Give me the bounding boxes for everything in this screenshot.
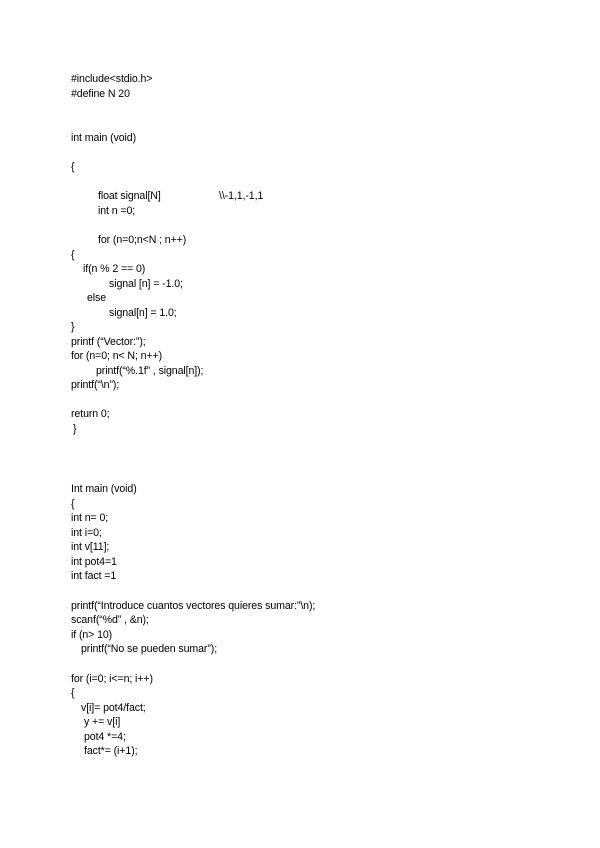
code-line-return: return 0;	[71, 408, 110, 420]
code-line-main-2: Int main (void)	[71, 483, 137, 495]
code-line-fact-mul: fact*= (i+1);	[84, 745, 138, 757]
code-line-include: #include<stdio.h>	[71, 73, 153, 85]
code-line-printf-newline: printf(“\n”);	[71, 379, 120, 391]
code-line-float-signal: float signal[N]	[98, 190, 161, 202]
code-line-pot4-mul: pot4 *=4;	[84, 731, 126, 743]
code-line-for-3: for (i=0; i<=n; i++)	[71, 673, 153, 685]
code-line-int-v: int v[11];	[71, 541, 110, 553]
code-line-v-assign: v[i]= pot4/fact;	[81, 702, 146, 714]
code-line-printf-nosumar: printf(“No se pueden sumar”);	[81, 643, 218, 655]
code-line-open-brace-3: {	[71, 498, 75, 510]
code-line-int-n2: int n= 0;	[71, 512, 109, 524]
code-line-int-n: int n =0;	[98, 205, 136, 217]
code-line-open-brace-1: {	[71, 161, 75, 173]
code-line-main-1: int main (void)	[71, 132, 137, 144]
code-comment-signal: \\-1,1,-1,1	[219, 190, 264, 202]
code-line-printf-introduce: printf(“Introduce cuantos vectores quieres sumar:”\n);	[71, 600, 316, 612]
code-line-int-fact: int fact =1	[71, 570, 117, 582]
code-line-printf-vector: printf (“Vector:”);	[71, 336, 146, 348]
code-line-close-brace-1: }	[73, 423, 77, 435]
code-line-if-mod: if(n % 2 == 0)	[83, 263, 146, 275]
code-line-open-brace-4: {	[71, 687, 75, 699]
code-line-int-pot4: int pot4=1	[71, 556, 117, 568]
code-line-define: #define N 20	[71, 88, 130, 100]
code-line-if-n: if (n> 10)	[71, 629, 113, 641]
code-line-close-brace-2: }	[71, 321, 75, 333]
code-line-int-i: int i=0;	[71, 527, 102, 539]
code-line-y-sum: y += v[i]	[84, 716, 121, 728]
code-line-scanf: scanf(“%d” , &n);	[71, 614, 149, 626]
code-line-signal-pos: signal[n] = 1.0;	[109, 307, 177, 319]
code-line-for-1: for (n=0;n<N ; n++)	[98, 234, 187, 246]
code-line-printf-signal: printf(“%.1f” , signal[n]);	[96, 365, 204, 377]
code-line-open-brace-2: {	[71, 249, 75, 261]
code-line-for-2: for (n=0; n< N; n++)	[71, 350, 163, 362]
code-line-else: else	[87, 292, 107, 304]
code-line-signal-neg: signal [n] = -1.0;	[109, 278, 183, 290]
